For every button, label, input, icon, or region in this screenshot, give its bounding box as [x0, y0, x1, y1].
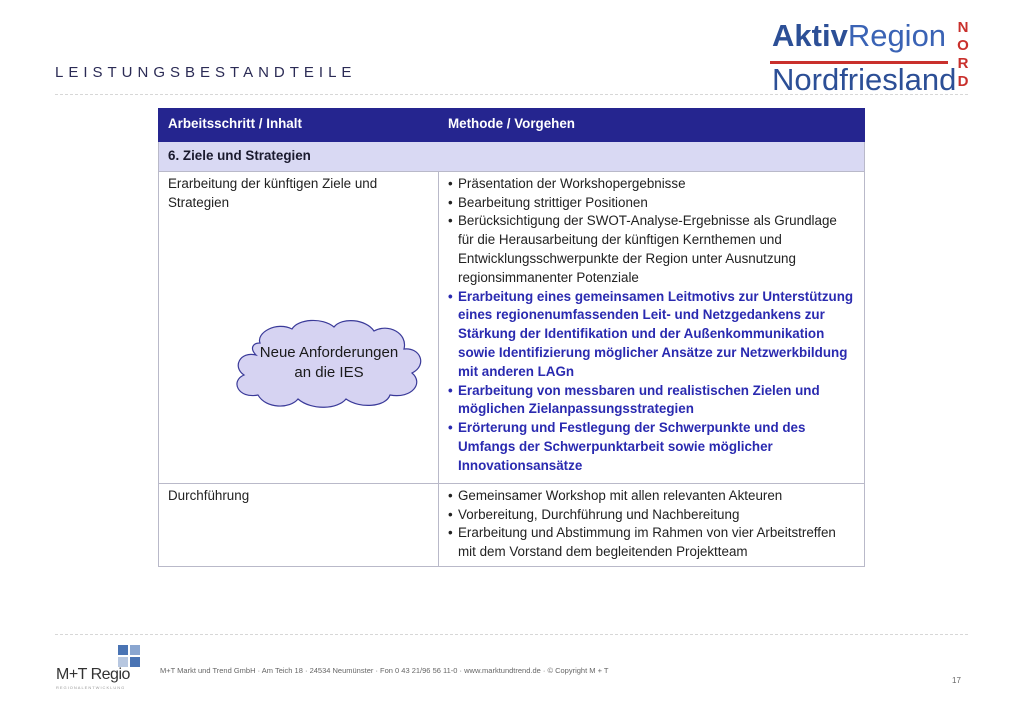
list-item-highlight: • Erörterung und Festlegung der Schwerpunkte und des Umfangs der Schwerpunktarbeit sowie möglicher Innovationsansätze: [448, 419, 855, 475]
list-item: • Berücksichtigung der SWOT-Analyse-Ergebnisse als Grundlage für die Herausarbeitung der künftigen Kernthemen und Entwicklungsschwerpunkte der Region unter Ausnutzung regionsimmanenter Potenziale: [448, 212, 855, 287]
logo-nord-letter: N: [957, 19, 969, 36]
table-row: [159, 483, 865, 566]
column-header-method: Methode / Vorgehen: [439, 109, 865, 142]
step-cell: Durchführung: [159, 483, 439, 566]
method-cell: [439, 171, 865, 483]
table-section-row: [159, 142, 865, 172]
logo-square: [130, 645, 140, 655]
callout-line: an die IES: [294, 364, 364, 381]
callout-text: [226, 343, 432, 383]
list-item-highlight: • Erarbeitung von messbaren und realistischen Zielen und möglichen Zielanpassungsstrategien: [448, 382, 855, 420]
logo-nord-letter: O: [957, 37, 969, 54]
logo-tagline: REGIONALENTWICKLUNG: [56, 685, 126, 690]
callout-line: Neue Anforderungen: [259, 344, 399, 361]
mt-regio-logo: [56, 645, 146, 690]
list-item: • Präsentation der Workshopergebnisse: [448, 175, 855, 194]
method-cell: [439, 483, 865, 566]
list-item: • Bearbeitung strittiger Positionen: [448, 194, 855, 213]
aktivregion-logo: [770, 16, 975, 96]
logo-square: [130, 657, 140, 667]
method-list: [448, 487, 855, 562]
logo-nord-letters: [956, 19, 970, 91]
logo-aktiv: Aktiv: [772, 18, 848, 53]
footer-divider: [55, 634, 968, 635]
list-item-highlight: • Erarbeitung eines gemeinsamen Leitmotivs zur Unterstützung eines regionenumfassenden Leit- und Netzgedankens zur Stärkung der Identifikation und der Außenkommunikation sowie Identifizierung möglicher Ansätze zur Netzwerkbildung mit anderen LAGn: [448, 288, 855, 382]
footer-address: M+T Markt und Trend GmbH · Am Teich 18 · 24534 Neumünster · Fon 0 43 21/96 56 11-0 · www.marktundtrend.de · © Copyright M + T: [160, 666, 609, 675]
list-item: • Erarbeitung und Abstimmung im Rahmen von vier Arbeitstreffen mit dem Vorstand dem begleitenden Projektteam: [448, 524, 855, 562]
list-item: • Vorbereitung, Durchführung und Nachbereitung: [448, 506, 855, 525]
logo-region: Region: [847, 18, 947, 53]
column-header-step: Arbeitsschritt / Inhalt: [159, 109, 439, 142]
section-heading: 6. Ziele und Strategien: [159, 142, 865, 172]
step-cell: Erarbeitung der künftigen Ziele und Strategien: [159, 171, 439, 483]
logo-nordfriesland: Nordfriesland: [772, 62, 957, 97]
method-list: [448, 175, 855, 476]
logo-name: M+T Regio: [56, 666, 130, 683]
logo-nord-letter: R: [957, 55, 969, 72]
logo-nord-letter: D: [957, 73, 969, 90]
page-number: 17: [952, 676, 961, 685]
logo-line-aktivregion: [772, 18, 946, 54]
section-title: LEISTUNGSBESTANDTEILE: [55, 64, 357, 81]
logo-square: [118, 645, 128, 655]
table-header-row: [159, 109, 865, 142]
list-item: • Gemeinsamer Workshop mit allen relevanten Akteuren: [448, 487, 855, 506]
callout-cloud: [226, 315, 422, 409]
